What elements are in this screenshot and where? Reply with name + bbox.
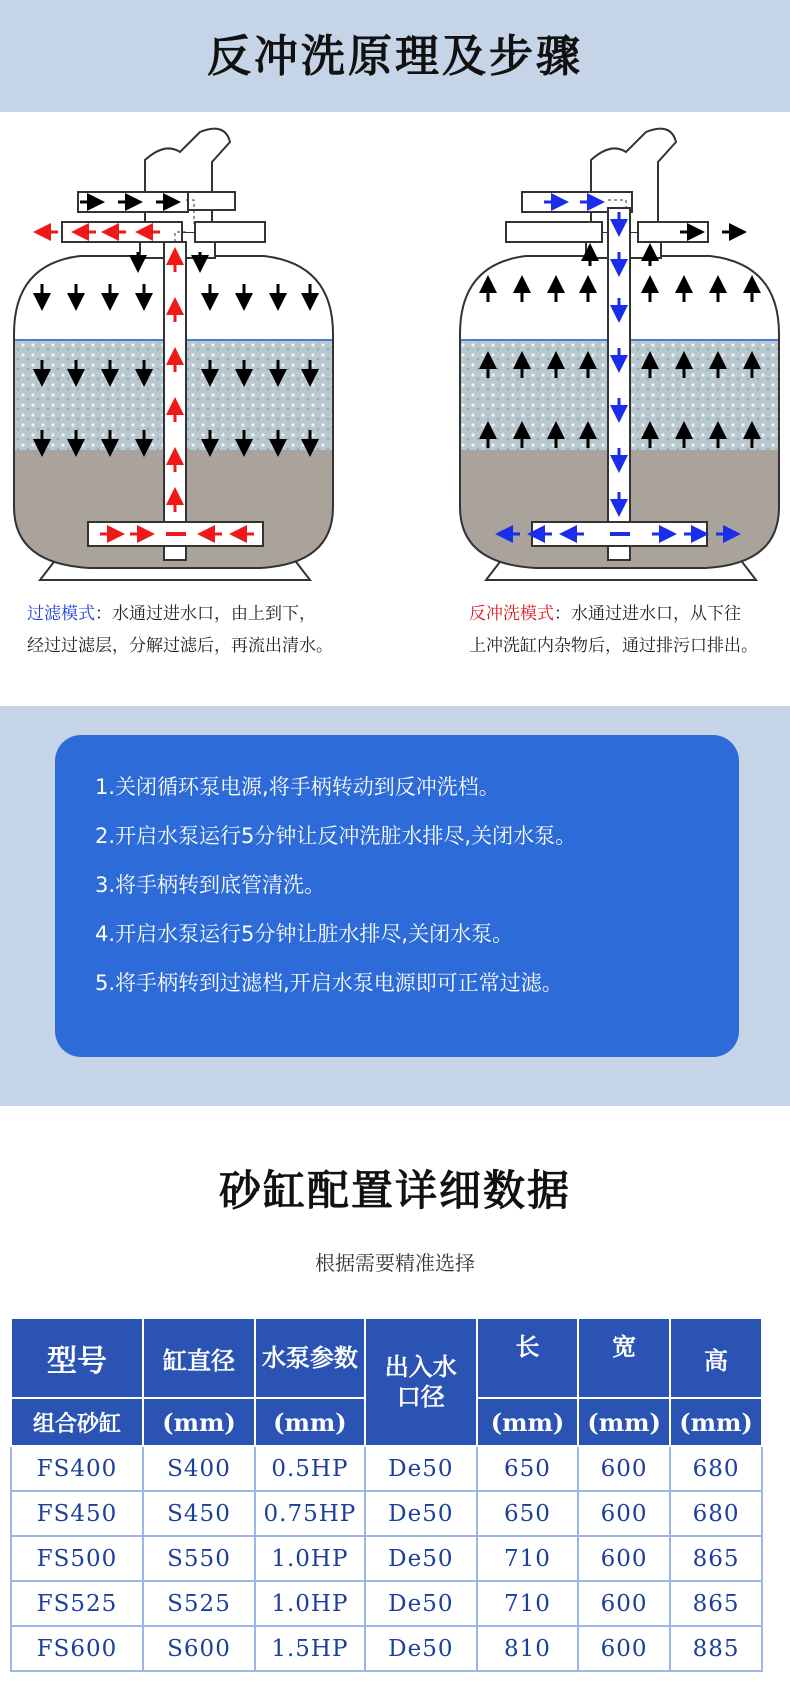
cell-diameter: S550 — [143, 1536, 255, 1581]
header-model: 型号 — [11, 1318, 143, 1398]
step-item: 3.将手柄转到底管清洗。 — [95, 873, 326, 897]
cell-height: 680 — [670, 1446, 762, 1491]
backwash-mode-tank — [456, 129, 786, 580]
cell-model: FS600 — [11, 1626, 143, 1671]
page-title: 反冲洗原理及步骤 — [207, 31, 583, 82]
filter-mode-tank — [10, 129, 340, 580]
cell-width: 600 — [578, 1626, 670, 1671]
cell-port: De50 — [365, 1626, 477, 1671]
cell-port: De50 — [365, 1491, 477, 1536]
header-combo: 组合砂缸 — [11, 1398, 143, 1446]
step-item: 4.开启水泵运行5分钟让脏水排尽,关闭水泵。 — [95, 922, 514, 946]
cell-pump: 0.5HP — [255, 1446, 365, 1491]
cell-port: De50 — [365, 1581, 477, 1626]
header-height: 高 — [670, 1318, 762, 1398]
cell-pump: 1.0HP — [255, 1581, 365, 1626]
cell-width: 600 — [578, 1446, 670, 1491]
cell-height: 865 — [670, 1581, 762, 1626]
step-item: 1.关闭循环泵电源,将手柄转动到反冲洗档。 — [95, 775, 500, 799]
header-pump: 水泵参数 — [255, 1318, 365, 1398]
table-row — [11, 1626, 762, 1671]
cell-model: FS400 — [11, 1446, 143, 1491]
table-row — [11, 1491, 762, 1536]
step-item: 5.将手柄转到过滤档,开启水泵电源即可正常过滤。 — [95, 971, 563, 995]
header-banner — [0, 0, 790, 112]
header-diameter-unit: (mm) — [143, 1398, 255, 1446]
cell-port: De50 — [365, 1446, 477, 1491]
cell-diameter: S600 — [143, 1626, 255, 1671]
cell-model: FS500 — [11, 1536, 143, 1581]
cell-pump: 1.0HP — [255, 1536, 365, 1581]
steps-panel — [55, 735, 739, 1057]
cell-model: FS525 — [11, 1581, 143, 1626]
cell-length: 710 — [477, 1536, 578, 1581]
step-item: 2.开启水泵运行5分钟让反冲洗脏水排尽,关闭水泵。 — [95, 824, 577, 848]
cell-width: 600 — [578, 1581, 670, 1626]
table-row — [11, 1581, 762, 1626]
backwash-mode-caption-line2: 上冲洗缸内杂物后，通过排污口排出。 — [469, 636, 758, 656]
filter-mode-caption — [27, 598, 333, 662]
cell-length: 650 — [477, 1446, 578, 1491]
cell-diameter: S525 — [143, 1581, 255, 1626]
spec-table — [10, 1317, 763, 1672]
cell-width: 600 — [578, 1491, 670, 1536]
cell-length: 810 — [477, 1626, 578, 1671]
header-width: 宽 — [578, 1318, 670, 1398]
backwash-mode-caption — [469, 598, 758, 662]
cell-diameter: S450 — [143, 1491, 255, 1536]
cell-height: 865 — [670, 1536, 762, 1581]
header-length-unit: (mm) — [477, 1398, 578, 1446]
steps-list — [55, 735, 739, 1008]
cell-port: De50 — [365, 1536, 477, 1581]
cell-pump: 1.5HP — [255, 1626, 365, 1671]
filter-mode-caption-line2: 经过过滤层，分解过滤后，再流出清水。 — [27, 636, 333, 656]
cell-height: 885 — [670, 1626, 762, 1671]
cell-pump: 0.75HP — [255, 1491, 365, 1536]
table-row — [11, 1446, 762, 1491]
header-pump-unit: (mm) — [255, 1398, 365, 1446]
header-height-unit: (mm) — [670, 1398, 762, 1446]
spec-title: 砂缸配置详细数据 — [218, 1166, 571, 1215]
diagram-section — [0, 112, 790, 706]
cell-width: 600 — [578, 1536, 670, 1581]
header-port: 出入水口径 — [365, 1318, 477, 1446]
header-length: 长 — [477, 1318, 578, 1398]
spec-subtitle: 根据需要精准选择 — [315, 1251, 475, 1275]
table-row — [11, 1536, 762, 1581]
backwash-mode-caption-line1: 反冲洗模式：水通过进水口，从下往 — [469, 604, 741, 624]
header-width-unit: (mm) — [578, 1398, 670, 1446]
backwash-mode-label: 反冲洗模式 — [469, 604, 554, 624]
header-diameter: 缸直径 — [143, 1318, 255, 1398]
cell-diameter: S400 — [143, 1446, 255, 1491]
filter-mode-label: 过滤模式 — [27, 604, 95, 624]
cell-length: 710 — [477, 1581, 578, 1626]
cell-model: FS450 — [11, 1491, 143, 1536]
filter-mode-caption-line1: 过滤模式：水通过进水口，由上到下， — [27, 604, 316, 624]
cell-height: 680 — [670, 1491, 762, 1536]
cell-length: 650 — [477, 1491, 578, 1536]
